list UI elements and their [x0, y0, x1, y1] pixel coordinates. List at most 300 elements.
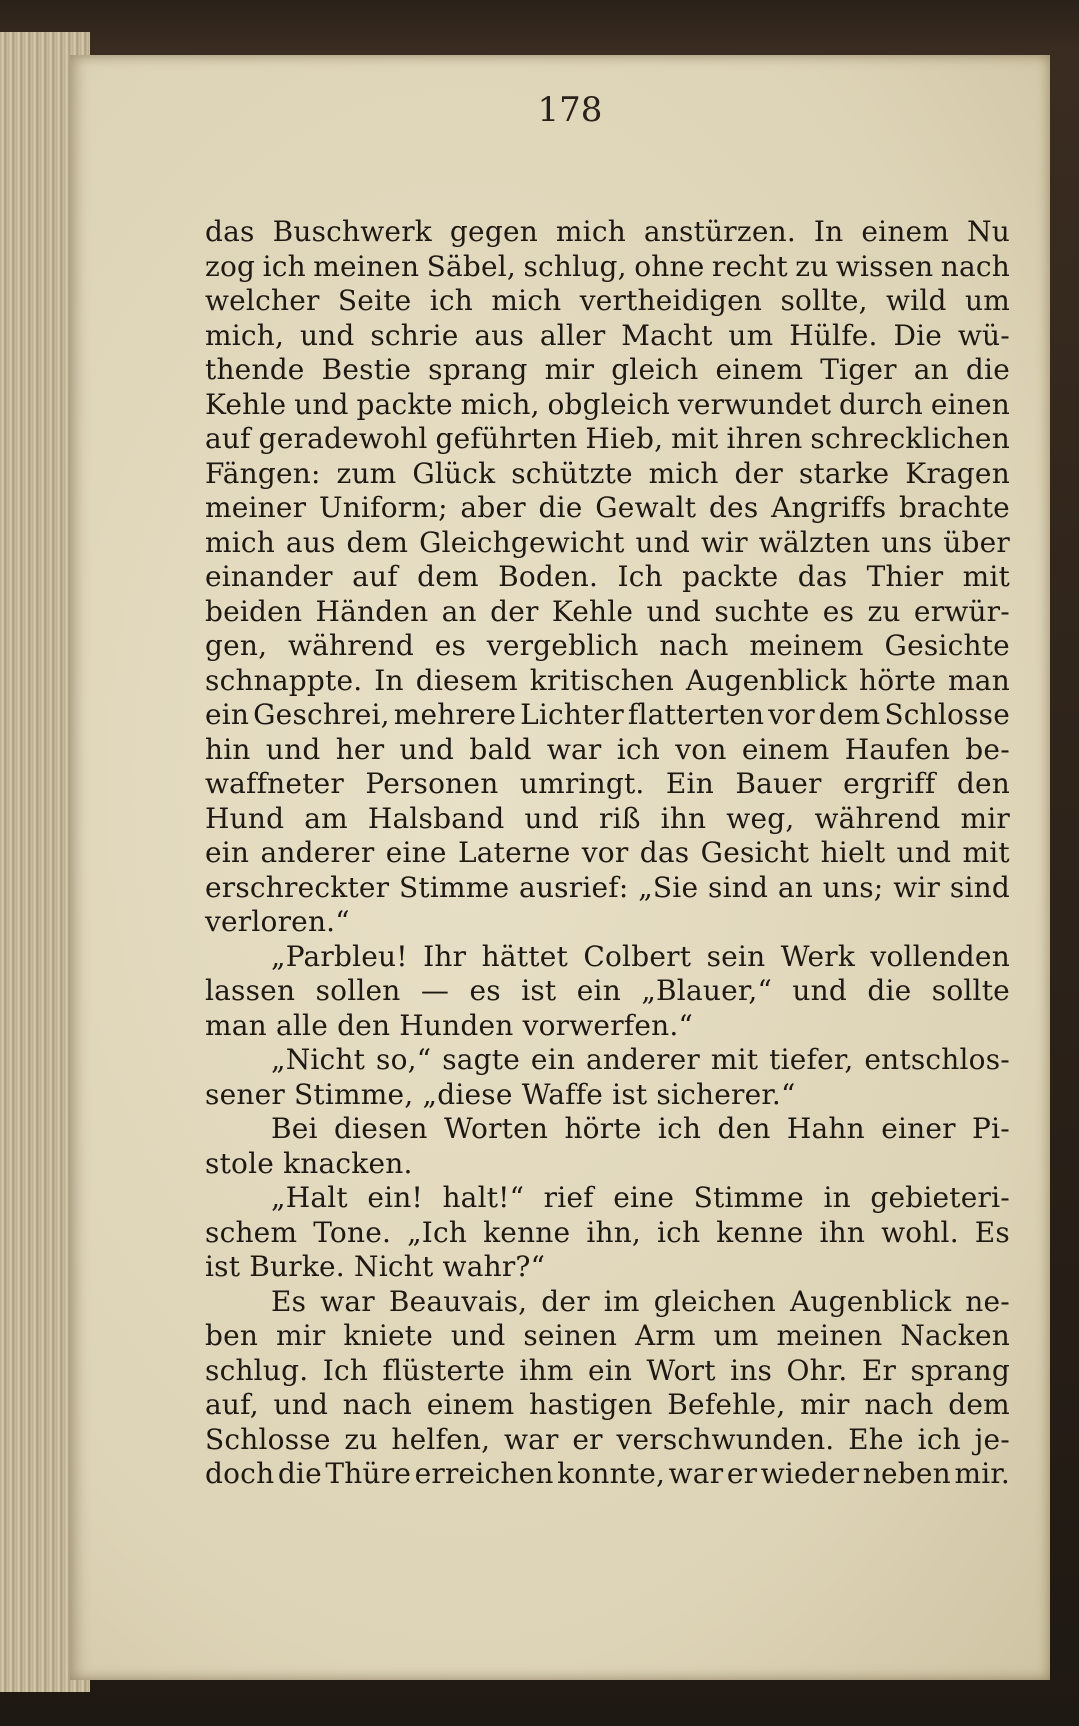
word: so,“ — [376, 1043, 432, 1076]
word: Angriffs — [771, 491, 887, 524]
text-line — [205, 733, 1010, 768]
text-line — [205, 1043, 1010, 1078]
word: umringt. — [519, 767, 645, 800]
word: das — [797, 560, 848, 593]
word: ich — [616, 732, 661, 766]
word: mir — [544, 353, 595, 386]
word: alle — [275, 1008, 338, 1042]
word: hastigen — [529, 1388, 653, 1421]
word: sein — [706, 939, 766, 973]
word: man — [948, 663, 1010, 697]
word: verwundet — [677, 387, 832, 421]
word: eine — [385, 836, 447, 869]
word: meinem — [749, 629, 864, 662]
word: Pi- — [972, 1112, 1010, 1145]
word: ich — [917, 1422, 961, 1456]
word: vollenden — [870, 939, 1010, 973]
word: ihn, — [586, 1215, 642, 1249]
word: und — [273, 1388, 329, 1421]
word: zum — [336, 456, 397, 490]
word: einem — [715, 353, 804, 386]
word: „Halt — [271, 1181, 348, 1214]
text-line — [205, 1457, 1010, 1492]
text-line — [205, 388, 1010, 423]
word: Gleichgewicht — [419, 525, 625, 559]
word: von — [675, 732, 727, 766]
word: die — [867, 974, 912, 1007]
word: es — [822, 594, 855, 628]
word: wü- — [957, 318, 1010, 352]
text-line — [205, 1354, 1010, 1389]
word: tiefer, — [769, 1043, 854, 1076]
text-line — [205, 491, 1010, 526]
word: Hunden — [399, 1008, 523, 1042]
word: Er — [861, 1353, 897, 1387]
word: In — [374, 663, 404, 697]
word: der — [734, 456, 784, 490]
word: Stimme — [693, 1181, 804, 1214]
word: an — [913, 353, 949, 386]
word: aller — [539, 318, 606, 352]
word: anstürzen. — [643, 215, 796, 248]
word: aus — [474, 318, 525, 352]
text-line — [205, 1423, 1010, 1458]
word: her — [335, 732, 385, 766]
word: kenne — [483, 1215, 571, 1249]
word: ihm — [519, 1353, 574, 1387]
word: Schlosse — [884, 698, 1010, 731]
word: Laterne — [457, 836, 571, 869]
word: entschlos- — [864, 1043, 1010, 1076]
word: und — [635, 525, 691, 559]
word: ich — [262, 249, 306, 283]
word: es — [434, 629, 467, 662]
word: sollen — [315, 974, 401, 1007]
word: in — [823, 1181, 851, 1214]
word: zu — [867, 594, 901, 628]
word: die — [538, 491, 583, 524]
word: mit — [962, 560, 1010, 593]
word: Waffe — [521, 1077, 613, 1111]
word: wissen — [835, 249, 934, 283]
word: Befehle, — [667, 1388, 786, 1421]
word: mehrere — [393, 698, 517, 731]
word: Boden. — [498, 560, 599, 593]
word: Ein — [665, 767, 714, 800]
word: brachte — [899, 491, 1010, 524]
word: ich — [429, 284, 474, 317]
word: Nu — [967, 215, 1010, 248]
word: lassen — [205, 974, 296, 1007]
word: gleichen — [653, 1284, 777, 1318]
word: schrie — [370, 318, 459, 352]
word: schem — [205, 1215, 298, 1249]
word: Gewalt — [595, 491, 697, 524]
word: dem — [948, 1388, 1010, 1421]
word: je- — [974, 1422, 1010, 1456]
word: Wort — [646, 1353, 716, 1387]
word: während — [814, 801, 941, 835]
text-line — [205, 1009, 1010, 1044]
word: dem — [417, 560, 479, 593]
word: anderer — [586, 1043, 700, 1076]
text-line — [205, 1181, 1010, 1216]
word: starke — [798, 456, 890, 490]
word: an — [777, 870, 813, 904]
word: gleich — [611, 353, 699, 386]
word: Stimme, — [294, 1077, 423, 1111]
text-line — [205, 1319, 1010, 1354]
word: war — [503, 1422, 559, 1456]
text-line — [205, 1285, 1010, 1320]
word: Lichter — [520, 698, 624, 731]
word: und — [399, 732, 455, 766]
word: vorwerfen.“ — [522, 1008, 693, 1042]
word: flüsterte — [382, 1353, 506, 1387]
word: ins — [730, 1353, 773, 1387]
word: war — [320, 1284, 375, 1318]
word: aber — [460, 491, 526, 524]
word: Bei — [271, 1112, 318, 1145]
text-line — [205, 319, 1010, 354]
word: einem — [741, 732, 830, 766]
text-line — [205, 526, 1010, 561]
word: Kragen — [905, 456, 1010, 490]
word: nach — [940, 249, 1010, 283]
word: und — [792, 974, 847, 1007]
word: sind — [949, 870, 1010, 904]
word: ergriff — [843, 767, 936, 800]
text-line — [205, 595, 1010, 630]
word: Tiger — [820, 353, 897, 386]
word: mir — [276, 1319, 326, 1352]
word: Augenblick — [790, 1284, 952, 1318]
word: um — [964, 284, 1010, 317]
word: ihn — [660, 801, 707, 835]
word: auf — [205, 422, 251, 455]
word: Säbel, — [426, 249, 517, 283]
word: einen — [930, 387, 1010, 421]
word: wohl. — [881, 1215, 959, 1249]
text-line — [205, 250, 1010, 285]
word: packte — [682, 560, 779, 593]
word: wahr?“ — [442, 1250, 546, 1283]
word: Ich — [322, 1353, 369, 1387]
word: „Nicht — [271, 1043, 366, 1076]
text-line — [205, 1388, 1010, 1423]
word: verloren.“ — [205, 905, 350, 938]
word: mir — [960, 801, 1010, 835]
word: gen, — [205, 629, 268, 662]
word: eine — [613, 1181, 675, 1214]
word: war — [546, 732, 602, 766]
word: einer — [881, 1112, 956, 1145]
word: am — [304, 801, 348, 835]
text-line — [205, 905, 1010, 940]
word: „Parbleu! — [271, 939, 408, 973]
word: Kehle — [551, 594, 634, 628]
text-line — [205, 836, 1010, 871]
word: und — [646, 594, 702, 628]
word: durch — [838, 387, 924, 421]
word: auf — [352, 560, 398, 593]
word: Thüre — [325, 1457, 412, 1490]
text-line — [205, 353, 1010, 388]
word: er — [726, 1457, 758, 1490]
word: der — [541, 1284, 590, 1318]
word: Seite — [337, 284, 412, 317]
word: meiner — [205, 491, 307, 524]
word: Hieb, — [585, 422, 664, 455]
word: thende — [205, 353, 305, 386]
word: kritischen — [529, 663, 674, 697]
word: konnte, — [557, 1457, 666, 1490]
word: Gesicht — [700, 836, 810, 869]
word: „Blauer,“ — [641, 974, 772, 1007]
word: doch — [205, 1457, 275, 1490]
word: dem — [818, 698, 881, 731]
word: auf, — [205, 1388, 259, 1421]
word: riß — [599, 801, 641, 835]
word: „Sie — [638, 870, 699, 904]
word: Uniform; — [318, 491, 448, 524]
word: diesen — [334, 1112, 428, 1145]
word: Macht — [621, 318, 713, 352]
word: um — [713, 1319, 759, 1352]
word: ben — [205, 1319, 259, 1352]
word: und — [896, 836, 952, 869]
word: die — [277, 1457, 322, 1490]
word: mir. — [954, 1457, 1010, 1490]
word: sagte — [442, 1043, 521, 1076]
word: wälzten — [758, 525, 871, 559]
word: Haufen — [844, 732, 951, 766]
word: wieder — [760, 1457, 860, 1490]
word: Ich — [617, 560, 663, 593]
word: hielt — [820, 836, 886, 869]
word: gebieteri- — [870, 1181, 1010, 1214]
word: vergeblich — [486, 629, 639, 662]
text-line — [205, 974, 1010, 1009]
word: schnappte. — [205, 663, 363, 697]
word: halt!“ — [442, 1181, 525, 1214]
word: hörte — [859, 663, 937, 697]
word: helfen, — [391, 1422, 491, 1456]
word: ein — [530, 1043, 576, 1076]
word: während — [287, 629, 414, 662]
word: einander — [205, 560, 333, 593]
word: In — [813, 215, 844, 248]
word: Es — [271, 1284, 307, 1318]
word: ein — [205, 698, 250, 731]
word: sollte — [931, 974, 1010, 1007]
text-line — [205, 1112, 1010, 1147]
word: Tone. — [313, 1215, 392, 1249]
word: Bauer — [735, 767, 822, 800]
text-line — [205, 457, 1010, 492]
word: hörte — [564, 1112, 642, 1145]
word: anderer — [260, 836, 375, 869]
word: sprang — [910, 1353, 1010, 1387]
word: Hülfe. — [789, 318, 878, 352]
word: Nacken — [900, 1319, 1010, 1352]
text-line — [205, 1078, 1010, 1113]
word: erreichen — [414, 1457, 554, 1490]
word: Glück — [412, 456, 496, 490]
word: meinen — [313, 249, 420, 283]
word: und — [524, 801, 580, 835]
word: im — [603, 1284, 640, 1318]
word: war — [668, 1457, 724, 1490]
word: mich — [205, 525, 276, 559]
word: man — [205, 1008, 276, 1042]
word: den — [717, 1112, 771, 1145]
word: kenne — [716, 1215, 804, 1249]
word: Hund — [205, 801, 285, 835]
word: Es — [974, 1215, 1010, 1249]
word: sener — [205, 1077, 295, 1111]
word: Augenblick — [685, 663, 848, 697]
word: mir — [800, 1388, 850, 1421]
word: wir — [700, 525, 748, 559]
word: „Ich — [407, 1215, 468, 1249]
text-line — [205, 629, 1010, 664]
word: neben — [862, 1457, 951, 1490]
word: einem — [861, 215, 950, 248]
word: mich, — [205, 318, 285, 352]
word: zog — [205, 249, 256, 283]
word: verschwunden. — [616, 1422, 835, 1456]
text-line — [205, 1216, 1010, 1251]
word: kniete — [343, 1319, 433, 1352]
word: bald — [469, 732, 532, 766]
word: es — [469, 974, 501, 1007]
word: suchte — [714, 594, 810, 628]
word: vor — [768, 698, 815, 731]
word: um — [728, 318, 774, 352]
text-line — [205, 284, 1010, 319]
text-line — [205, 664, 1010, 699]
text-line — [205, 215, 1010, 250]
word: sollte, — [780, 284, 868, 317]
word: Händen — [315, 594, 429, 628]
word: mich — [648, 456, 719, 490]
word: ist — [205, 1250, 250, 1283]
word: ein — [205, 836, 250, 869]
word: Worten — [443, 1112, 549, 1145]
word: Ihr — [423, 939, 467, 973]
word: Gesichte — [884, 629, 1010, 662]
word: Ohr. — [786, 1353, 848, 1387]
word: und — [294, 387, 349, 421]
word: Thier — [866, 560, 944, 593]
word: über — [943, 525, 1010, 559]
word: Schlosse — [205, 1422, 331, 1456]
word: schlug. — [205, 1353, 309, 1387]
word: ein — [576, 974, 621, 1007]
text-line — [205, 1147, 1010, 1182]
word: schützte — [511, 456, 633, 490]
word: nach — [659, 629, 729, 662]
word: Stimme — [399, 870, 510, 904]
word: diesem — [415, 663, 518, 697]
body-text — [205, 215, 1010, 1492]
word: zu — [344, 1422, 378, 1456]
word: und — [299, 318, 355, 352]
word: zu — [795, 249, 829, 283]
word: mit — [710, 1043, 759, 1076]
word: seinen — [523, 1319, 618, 1352]
word: weg, — [726, 801, 795, 835]
word: welcher — [205, 284, 320, 317]
word: — — [420, 974, 450, 1007]
word: Buschwerk — [272, 215, 432, 248]
word: rief — [543, 1181, 594, 1214]
text-line — [205, 871, 1010, 906]
word: meinen — [776, 1319, 883, 1352]
word: ich — [657, 1112, 702, 1145]
word: Personen — [365, 767, 499, 800]
word: nach — [342, 1388, 413, 1421]
word: Colbert — [583, 939, 692, 973]
word: ihn — [819, 1215, 866, 1249]
word: Die — [893, 318, 943, 352]
word: an — [441, 594, 477, 628]
word: ohne — [634, 249, 705, 283]
word: knacken. — [283, 1146, 413, 1180]
word: mich — [491, 284, 562, 317]
word: des — [708, 491, 759, 524]
word: erschreckter — [205, 870, 390, 904]
text-line — [205, 940, 1010, 975]
word: mich, — [460, 387, 540, 421]
word: mit — [962, 836, 1010, 869]
word: den — [956, 767, 1010, 800]
word: „diese — [422, 1077, 522, 1111]
word: Beauvais, — [388, 1284, 528, 1318]
word: einem — [426, 1388, 515, 1421]
word: obgleich — [547, 387, 671, 421]
word: ein! — [367, 1181, 423, 1214]
word: waffneter — [205, 767, 344, 800]
word: schlug, — [523, 249, 627, 283]
word: Bestie — [321, 353, 412, 386]
word: Werk — [780, 939, 855, 973]
word: mit — [671, 422, 719, 455]
word: nach — [864, 1388, 934, 1421]
word: ich — [657, 1215, 701, 1249]
word: Kehle — [205, 387, 287, 421]
word: stole — [205, 1146, 284, 1180]
word: ist — [521, 974, 557, 1007]
word: ein — [587, 1353, 633, 1387]
word: Fängen: — [205, 456, 321, 490]
word: gegen — [449, 215, 538, 248]
word: geführten — [435, 422, 578, 455]
text-line — [205, 698, 1010, 733]
word: sicherer.“ — [656, 1077, 796, 1111]
word: Hahn — [786, 1112, 865, 1145]
word: ne- — [965, 1284, 1010, 1318]
text-line — [205, 560, 1010, 595]
word: aus — [285, 525, 336, 559]
word: uns; — [822, 870, 884, 904]
word: mich — [555, 215, 626, 248]
word: und — [265, 732, 321, 766]
text-line — [205, 1250, 1010, 1285]
word: hin — [205, 732, 251, 766]
word: den — [337, 1008, 400, 1042]
